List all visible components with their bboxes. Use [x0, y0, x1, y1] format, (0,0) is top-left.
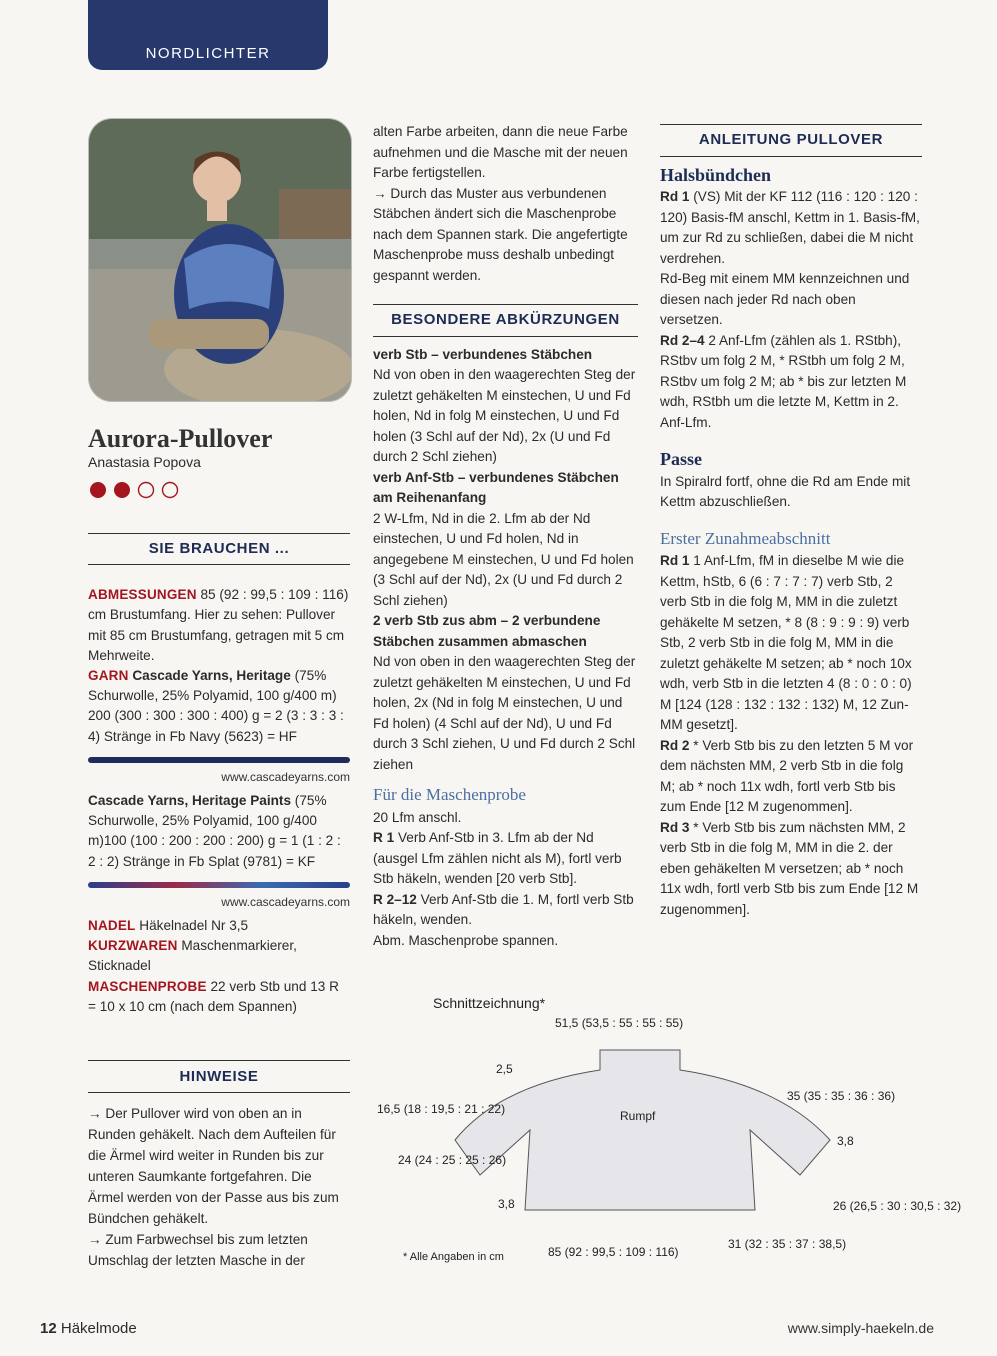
round-key: Rd 3 — [660, 819, 690, 835]
yarn-block — [88, 666, 350, 747]
dimensions-key: ABMESSUNGEN — [88, 587, 197, 603]
round-1 — [660, 187, 922, 269]
dimensions-block — [88, 585, 350, 666]
gauge-heading: Für die Maschenprobe — [373, 785, 526, 804]
difficulty-flower-empty-icon — [163, 483, 178, 498]
needle-block — [88, 916, 350, 936]
round-text: 2 Anf-Lfm (zählen als 1. RStbh), RStbv um folg 2 M, * RStbh um folg 2 M, RStbv um folg 2 M; ab * bis zur letzten M wdh, RStbh um die letzte M, Kettm in 2. Anf-Lfm. — [660, 332, 907, 430]
abbr-term: verb Stb – verbundenes Stäbchen — [373, 346, 593, 362]
yoke-measure: 16,5 (18 : 19,5 : 21 : 22) — [377, 1102, 506, 1116]
magazine-name: Häkelmode — [60, 1320, 137, 1337]
increase-round-2 — [660, 736, 922, 818]
yarn-url: www.cascadeyarns.com — [221, 769, 350, 784]
pattern-author: Anastasia Popova — [88, 454, 201, 470]
abbr-text: 2 W-Lfm, Nd in die 2. Lfm ab der Nd einstechen, U und Fd holen, Nd in angegebene M einstechen, U und Fd holen (3 Schl auf der Nd), 2x (U und Fd durch 2 Schl ziehen) — [373, 510, 634, 608]
row-key: R 1 — [373, 830, 395, 845]
round-text: * Verb Stb bis zu den letzten 5 M vor dem nächsten MM, 2 verb Stb in die folg M; ab * noch 11x wdh, fortl verb Stb bis zum Ende [12 M zugenommen]. — [660, 737, 914, 814]
round-key: Rd 2–4 — [660, 332, 705, 348]
round-2-4 — [660, 331, 922, 434]
yarn-name: Cascade Yarns, Heritage — [132, 668, 291, 684]
row-text: Verb Anf-Stb die 1. M, fortl verb Stb häkeln, wenden. — [373, 891, 634, 927]
hint-paragraph: → Der Pullover wird von oben an in Runden gehäkelt. Nach dem Aufteilen für die Ärmel wird weiter in Runden bis zur unteren Saumkante fortgefahren. Die Ärmel werden von der Passe aus bis zum Bündchen gehäkelt. — [88, 1106, 339, 1226]
difficulty-rating — [88, 480, 188, 505]
round-key: Rd 1 — [660, 189, 690, 204]
schematic-footnote: * Alle Angaben in cm — [403, 1251, 504, 1263]
round-text: (VS) Mit der KF 112 (116 : 120 : 120 : 120) Basis-fM anschl, Kettm in 1. Basis-fM, um zur Rd zu schließen, dabei die M nicht verdrehen. — [660, 189, 920, 266]
footer-url[interactable]: www.simply-haekeln.de — [787, 1320, 934, 1336]
difficulty-flower-icon — [90, 482, 106, 498]
yarn-swatch-navy — [88, 757, 350, 763]
body-label: Rumpf — [620, 1109, 656, 1123]
upper-arm-measure: 31 (32 : 35 : 37 : 38,5) — [728, 1237, 847, 1251]
schematic-title: Schnittzeichnung* — [433, 995, 546, 1011]
body-length-measure: 24 (24 : 25 : 25 : 26) — [398, 1153, 507, 1167]
collar-measure: 2,5 — [496, 1062, 513, 1076]
notions-block — [88, 936, 350, 976]
gauge-row-2 — [373, 890, 638, 931]
notions-text: Maschenmarkierer, Sticknadel — [88, 938, 297, 974]
round-key: Rd 1 — [660, 553, 690, 568]
round-text: 1 Anf-Lfm, fM in dieselbe M wie die Kettm, hStb, 6 (6 : 7 : 7 : 7) verb Stb, 2 verb Stb in die folg M, MM in die zuletzt gehäkelte M setzen, * 8 (8 : 9 : 9 : 9) verb Stb, 2 verb Stb in die folg M, MM in die zuletzt gehäkelte M setzen; ab * noch 10x wdh, verb Stb in die letzten 4 (8 : 0 : 0 : 0) M [124 (128 : 132 : 132 : 132) M, 12 Zun-MM gesetzt]. — [660, 553, 912, 732]
abbreviations-column — [373, 122, 638, 951]
yarn2-name: Cascade Yarns, Heritage Paints — [88, 793, 292, 809]
needle-key: NADEL — [88, 918, 136, 934]
round-key: Rd 2 — [660, 737, 690, 753]
page-footer — [40, 1320, 137, 1337]
abbreviations-heading: BESONDERE ABKÜRZUNGEN — [373, 304, 638, 337]
round-text: * Verb Stb bis zum nächsten MM, 2 verb Stb in die folg M, MM in die 2. der eben gehäkelten M versetzen; ab * noch 11x wdh, fortl verb Stb bis zum Ende [12 M zugenommen]. — [660, 819, 919, 917]
hints-heading: HINWEISE — [88, 1060, 350, 1093]
yarn-text: (75% Schurwolle, 25% Polyamid, 100 g/400 m) 200 (300 : 300 : 300 : 400) g = 2 (3 : 3 : 3 : 4) Stränge in Fb Navy (5623) = HF — [88, 668, 344, 744]
intro-text: alten Farbe arbeiten, dann die neue Farbe aufnehmen und die Masche mit der neuen Farbe fertigstellen. — [373, 124, 628, 180]
yarn2-block — [88, 791, 350, 872]
round-marker-note: Rd-Beg mit einem MM kennzeichnen und diesen nach jeder Rd nach oben versetzen. — [660, 271, 910, 327]
row-text: Verb Anf-Stb in 3. Lfm ab der Nd (ausgel Lfm zählen nicht als M), fortl verb Stb häkeln, wenden [20 verb Stb]. — [373, 830, 622, 886]
photo-illustration — [89, 119, 351, 401]
cuff-measure: 3,8 — [837, 1134, 854, 1148]
hem-measure: 3,8 — [498, 1197, 515, 1211]
gauge-end: Abm. Maschenprobe spannen. — [373, 932, 559, 948]
abbr-text: Nd von oben in den waagerechten Steg der zuletzt gehäkelten M einstechen, U und Fd holen, 2x (Nd in folg M einstechen, U und Fd holen) (4 Schl auf der Nd), U und Fd durch 3 Schl ziehen, U und Fd durch 2 Schl ziehen — [373, 654, 636, 772]
abbr-term: 2 verb Stb zus abm – 2 verbundene Stäbchen zusammen abmaschen — [373, 613, 601, 649]
dimensions-text: 85 (92 : 99,5 : 109 : 116) cm Brustumfang. Hier zu sehen: Pullover mit 85 cm Brustumfang, getragen mit 5 cm Mehrweite. — [88, 587, 349, 663]
difficulty-flower-empty-icon — [139, 483, 154, 498]
neck-measure: 51,5 (53,5 : 55 : 55 : 55) — [555, 1016, 684, 1030]
yarn-key: GARN — [88, 668, 129, 684]
schematic-diagram — [360, 990, 990, 1290]
hint-paragraph: → Zum Farbwechsel bis zum letzten Umschlag der letzten Masche in der — [88, 1232, 308, 1268]
note-text: → Durch das Muster aus verbundenen Stäbchen ändert sich die Maschenprobe nach dem Spannen stark. Die angefertigte Maschenprobe muss deshalb unbedingt gespannt werden. — [373, 185, 628, 283]
increase-round-1 — [660, 551, 922, 736]
yarn-swatch-splat — [88, 882, 350, 888]
pattern-title: Aurora-Pullover — [88, 424, 273, 453]
gauge-row-1 — [373, 828, 638, 890]
section-tab-label: NORDLICHTER — [145, 45, 271, 62]
collar-heading: Halsbündchen — [660, 164, 772, 185]
model-photo — [88, 118, 352, 402]
sleeve-measure: 35 (35 : 35 : 36 : 36) — [787, 1089, 896, 1103]
page-number: 12 — [40, 1320, 57, 1337]
needle-text: Häkelnadel Nr 3,5 — [139, 918, 249, 934]
yoke-text: In Spiralrd fortf, ohne die Rd am Ende mit Kettm abzuschließen. — [660, 473, 911, 509]
gauge-step: 20 Lfm anschl. — [373, 809, 462, 825]
increase-heading: Erster Zunahmeabschnitt — [660, 528, 831, 548]
notions-key: KURZWAREN — [88, 938, 178, 954]
instructions-heading: ANLEITUNG PULLOVER — [660, 124, 922, 157]
abbr-term: verb Anf-Stb – verbundenes Stäbchen am Reihenanfang — [373, 469, 619, 505]
instructions-column — [660, 124, 922, 920]
gauge-block — [88, 977, 350, 1017]
gauge-key: MASCHENPROBE — [88, 978, 207, 994]
cuff-width-measure: 26 (26,5 : 30 : 30,5 : 32) — [833, 1199, 962, 1213]
materials-section — [88, 533, 350, 1017]
width-measure: 85 (92 : 99,5 : 109 : 116) — [548, 1245, 679, 1259]
hints-section — [88, 1060, 350, 1271]
difficulty-flower-icon — [114, 482, 130, 498]
row-key: R 2–12 — [373, 891, 417, 907]
materials-heading: SIE BRAUCHEN ... — [88, 533, 350, 565]
abbr-text: Nd von oben in den waagerechten Steg der zuletzt gehäkelten M einstechen, U und Fd holen, Nd in folg M einstechen, U und Fd holen (3 Schl auf der Nd), 2x (U und Fd durch 2 Schl ziehen) — [373, 367, 636, 464]
yarn2-url: www.cascadeyarns.com — [221, 894, 350, 909]
yoke-heading: Passe — [660, 449, 702, 469]
gauge-text: 22 verb Stb und 13 R = 10 x 10 cm (nach dem Spannen) — [88, 978, 339, 1014]
yarn2-text: (75% Schurwolle, 25% Polyamid, 100 g/400 m)100 (100 : 200 : 200 : 200) g = 1 (1 : 2 : 2 : 2) Stränge in Fb Splat (9781) = KF — [88, 793, 341, 869]
increase-round-3 — [660, 818, 922, 921]
section-tab — [88, 0, 328, 70]
